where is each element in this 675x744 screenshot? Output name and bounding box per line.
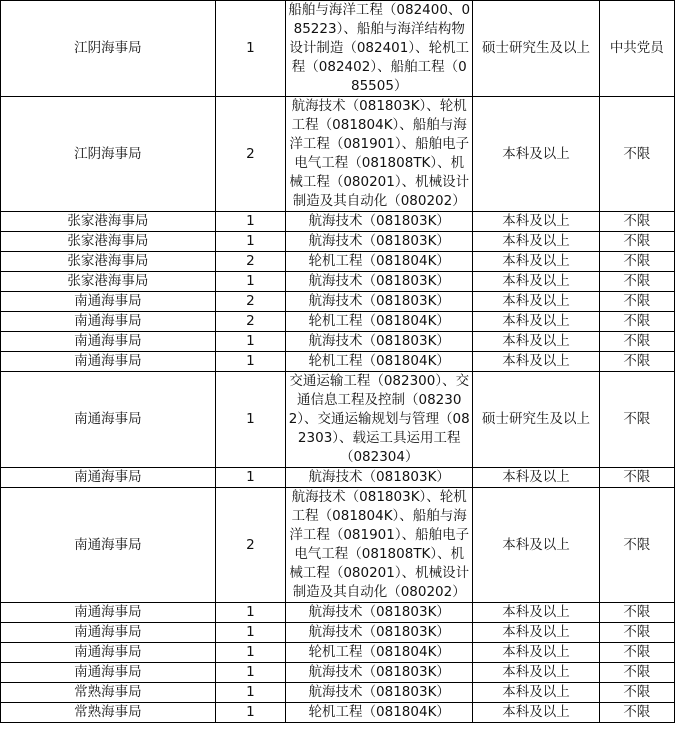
count-cell: 1 [215, 603, 285, 623]
table-row [1, 252, 675, 272]
office-cell: 南通海事局 [1, 603, 216, 623]
major-cell: 轮机工程（081804K） [286, 352, 473, 372]
education-cell: 本科及以上 [473, 643, 599, 663]
table-row [1, 352, 675, 372]
office-cell: 南通海事局 [1, 352, 216, 372]
table-body [1, 1, 675, 723]
politics-cell: 不限 [599, 272, 674, 292]
count-cell: 1 [215, 272, 285, 292]
politics-cell: 不限 [599, 292, 674, 312]
education-cell: 本科及以上 [473, 272, 599, 292]
politics-cell: 不限 [599, 372, 674, 468]
major-cell: 轮机工程（081804K） [286, 703, 473, 723]
count-cell: 1 [215, 663, 285, 683]
major-cell: 轮机工程（081804K） [286, 312, 473, 332]
count-cell: 1 [215, 212, 285, 232]
politics-cell: 不限 [599, 703, 674, 723]
office-cell: 南通海事局 [1, 292, 216, 312]
office-cell: 南通海事局 [1, 312, 216, 332]
table-row [1, 623, 675, 643]
major-cell: 航海技术（081803K）、轮机工程（081804K）、船舶与海洋工程（081901）、船舶电子电气工程（081808TK）、机械工程（080201）、机械设计制造及其自动化（080202） [286, 97, 473, 212]
major-cell: 轮机工程（081804K） [286, 643, 473, 663]
politics-cell: 不限 [599, 468, 674, 488]
major-cell: 航海技术（081803K） [286, 663, 473, 683]
count-cell: 1 [215, 232, 285, 252]
count-cell: 2 [215, 488, 285, 603]
major-cell: 航海技术（081803K） [286, 603, 473, 623]
office-cell: 张家港海事局 [1, 212, 216, 232]
table-row [1, 663, 675, 683]
major-cell: 航海技术（081803K）、轮机工程（081804K）、船舶与海洋工程（081901）、船舶电子电气工程（081808TK）、机械工程（080201）、机械设计制造及其自动化（080202） [286, 488, 473, 603]
count-cell: 2 [215, 312, 285, 332]
count-cell: 1 [215, 623, 285, 643]
politics-cell: 不限 [599, 603, 674, 623]
education-cell: 本科及以上 [473, 663, 599, 683]
table-row [1, 292, 675, 312]
table-row [1, 312, 675, 332]
table-row [1, 603, 675, 623]
education-cell: 本科及以上 [473, 683, 599, 703]
education-cell: 本科及以上 [473, 352, 599, 372]
education-cell: 本科及以上 [473, 623, 599, 643]
count-cell: 1 [215, 1, 285, 97]
major-cell: 航海技术（081803K） [286, 623, 473, 643]
politics-cell: 不限 [599, 312, 674, 332]
education-cell: 本科及以上 [473, 212, 599, 232]
office-cell: 南通海事局 [1, 468, 216, 488]
table-row [1, 232, 675, 252]
office-cell: 南通海事局 [1, 643, 216, 663]
count-cell: 2 [215, 252, 285, 272]
office-cell: 常熟海事局 [1, 703, 216, 723]
education-cell: 本科及以上 [473, 488, 599, 603]
table-row [1, 212, 675, 232]
count-cell: 1 [215, 332, 285, 352]
count-cell: 1 [215, 468, 285, 488]
office-cell: 张家港海事局 [1, 232, 216, 252]
major-cell: 航海技术（081803K） [286, 292, 473, 312]
major-cell: 航海技术（081803K） [286, 683, 473, 703]
major-cell: 交通运输工程（082300）、交通信息工程及控制（082302）、交通运输规划与管理（082303）、载运工具运用工程（082304） [286, 372, 473, 468]
office-cell: 江阴海事局 [1, 97, 216, 212]
education-cell: 本科及以上 [473, 312, 599, 332]
office-cell: 张家港海事局 [1, 252, 216, 272]
table-row [1, 683, 675, 703]
politics-cell: 不限 [599, 643, 674, 663]
politics-cell: 不限 [599, 212, 674, 232]
major-cell: 轮机工程（081804K） [286, 252, 473, 272]
table-row [1, 97, 675, 212]
education-cell: 本科及以上 [473, 703, 599, 723]
politics-cell: 中共党员 [599, 1, 674, 97]
table-row [1, 272, 675, 292]
table-row [1, 468, 675, 488]
education-cell: 本科及以上 [473, 97, 599, 212]
education-cell: 硕士研究生及以上 [473, 372, 599, 468]
office-cell: 南通海事局 [1, 372, 216, 468]
politics-cell: 不限 [599, 663, 674, 683]
table-row [1, 372, 675, 468]
politics-cell: 不限 [599, 97, 674, 212]
politics-cell: 不限 [599, 252, 674, 272]
count-cell: 1 [215, 643, 285, 663]
office-cell: 常熟海事局 [1, 683, 216, 703]
count-cell: 1 [215, 683, 285, 703]
major-cell: 航海技术（081803K） [286, 332, 473, 352]
count-cell: 2 [215, 97, 285, 212]
table-row [1, 332, 675, 352]
politics-cell: 不限 [599, 352, 674, 372]
education-cell: 本科及以上 [473, 468, 599, 488]
education-cell: 本科及以上 [473, 292, 599, 312]
education-cell: 硕士研究生及以上 [473, 1, 599, 97]
major-cell: 船舶与海洋工程（082400、085223）、船舶与海洋结构物设计制造（082401）、轮机工程（082402）、船舶工程（085505） [286, 1, 473, 97]
office-cell: 南通海事局 [1, 623, 216, 643]
count-cell: 1 [215, 703, 285, 723]
education-cell: 本科及以上 [473, 332, 599, 352]
education-cell: 本科及以上 [473, 603, 599, 623]
politics-cell: 不限 [599, 488, 674, 603]
table-row [1, 1, 675, 97]
office-cell: 南通海事局 [1, 663, 216, 683]
office-cell: 南通海事局 [1, 488, 216, 603]
count-cell: 1 [215, 352, 285, 372]
politics-cell: 不限 [599, 332, 674, 352]
education-cell: 本科及以上 [473, 252, 599, 272]
politics-cell: 不限 [599, 232, 674, 252]
major-cell: 航海技术（081803K） [286, 212, 473, 232]
table-row [1, 488, 675, 603]
table-row [1, 703, 675, 723]
politics-cell: 不限 [599, 683, 674, 703]
count-cell: 1 [215, 372, 285, 468]
office-cell: 南通海事局 [1, 332, 216, 352]
office-cell: 张家港海事局 [1, 272, 216, 292]
major-cell: 航海技术（081803K） [286, 468, 473, 488]
education-cell: 本科及以上 [473, 232, 599, 252]
office-cell: 江阴海事局 [1, 1, 216, 97]
major-cell: 航海技术（081803K） [286, 232, 473, 252]
politics-cell: 不限 [599, 623, 674, 643]
major-cell: 航海技术（081803K） [286, 272, 473, 292]
count-cell: 2 [215, 292, 285, 312]
table-row [1, 643, 675, 663]
